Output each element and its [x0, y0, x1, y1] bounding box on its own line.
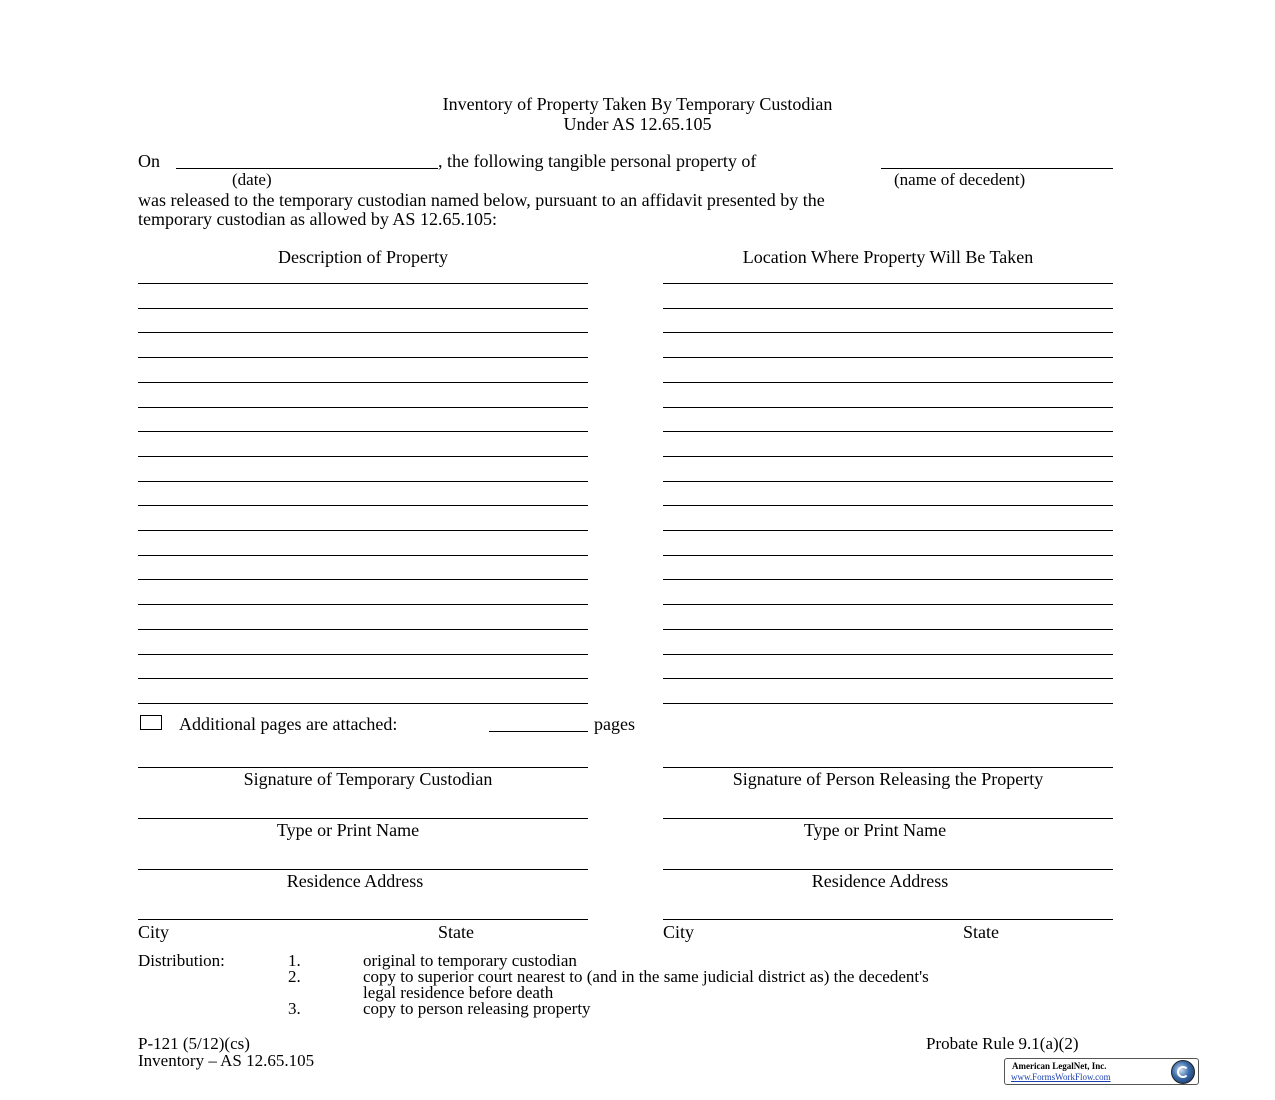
pages-suffix: pages: [594, 714, 635, 734]
location-line[interactable]: [663, 629, 1113, 630]
location-line[interactable]: [663, 308, 1113, 309]
description-header: Description of Property: [278, 247, 448, 267]
description-line[interactable]: [138, 654, 588, 655]
description-line[interactable]: [138, 530, 588, 531]
custodian-address-line[interactable]: [138, 869, 588, 870]
custodian-state-label: State: [438, 922, 474, 942]
location-line[interactable]: [663, 407, 1113, 408]
form-name: Inventory – AS 12.65.105: [138, 1051, 315, 1070]
american-legalnet-logo[interactable]: [1004, 1058, 1199, 1085]
custodian-city-state-line[interactable]: [138, 919, 588, 920]
distribution-item-3: copy to person releasing property: [363, 999, 591, 1018]
location-line[interactable]: [663, 678, 1113, 679]
location-line[interactable]: [663, 382, 1113, 383]
description-line[interactable]: [138, 283, 588, 284]
custodian-signature-line[interactable]: [138, 767, 588, 768]
location-line[interactable]: [663, 579, 1113, 580]
description-line[interactable]: [138, 456, 588, 457]
custodian-name-label: Type or Print Name: [276, 820, 420, 840]
location-line[interactable]: [663, 703, 1113, 704]
distribution-item-1: original to temporary custodian: [363, 951, 577, 970]
releaser-address-line[interactable]: [663, 869, 1113, 870]
location-line[interactable]: [663, 530, 1113, 531]
intro-line-2: was released to the temporary custodian named below, pursuant to an affidavit presented by the: [138, 190, 825, 210]
releaser-signature-line[interactable]: [663, 767, 1113, 768]
description-line[interactable]: [138, 357, 588, 358]
description-line[interactable]: [138, 308, 588, 309]
form-subtitle: Under AS 12.65.105: [563, 114, 712, 134]
intro-line-3: temporary custodian as allowed by AS 12.65.105:: [138, 209, 497, 229]
location-line[interactable]: [663, 555, 1113, 556]
location-line[interactable]: [663, 604, 1113, 605]
intro-on: On: [138, 151, 160, 171]
description-line[interactable]: [138, 505, 588, 506]
location-line[interactable]: [663, 654, 1113, 655]
decedent-name-field-line[interactable]: [881, 168, 1113, 169]
description-line[interactable]: [138, 481, 588, 482]
location-line[interactable]: [663, 431, 1113, 432]
decedent-name-label: (name of decedent): [894, 170, 1026, 189]
releaser-name-line[interactable]: [663, 818, 1113, 819]
custodian-name-line[interactable]: [138, 818, 588, 819]
additional-pages-checkbox[interactable]: [140, 715, 162, 730]
date-field-line[interactable]: [176, 168, 438, 169]
form-code: P-121 (5/12)(cs): [138, 1034, 250, 1053]
releaser-signature-label: Signature of Person Releasing the Property: [732, 769, 1044, 789]
distribution-num-1: 1.: [288, 951, 301, 970]
intro-middle-text: , the following tangible personal property of: [438, 151, 757, 171]
description-line[interactable]: [138, 629, 588, 630]
releaser-city-label: City: [663, 922, 695, 942]
custodian-signature-label: Signature of Temporary Custodian: [243, 769, 493, 789]
location-line[interactable]: [663, 283, 1113, 284]
location-line[interactable]: [663, 332, 1113, 333]
location-line[interactable]: [663, 357, 1113, 358]
distribution-item-2-cont: legal residence before death: [363, 983, 554, 1002]
pages-count-field-line[interactable]: [489, 731, 588, 732]
distribution-num-3: 3.: [288, 999, 301, 1018]
logo-url-link[interactable]: www.FormsWorkFlow.com: [1011, 1072, 1111, 1082]
location-header: Location Where Property Will Be Taken: [742, 247, 1034, 267]
description-line[interactable]: [138, 555, 588, 556]
globe-icon: [1171, 1060, 1195, 1084]
description-line[interactable]: [138, 431, 588, 432]
form-title: Inventory of Property Taken By Temporary Custodian: [442, 94, 833, 114]
location-line[interactable]: [663, 456, 1113, 457]
custodian-city-label: City: [138, 922, 170, 942]
description-line[interactable]: [138, 382, 588, 383]
distribution-num-2: 2.: [288, 967, 301, 986]
description-line[interactable]: [138, 332, 588, 333]
distribution-label: Distribution:: [138, 951, 225, 970]
additional-pages-label: Additional pages are attached:: [179, 714, 398, 734]
releaser-city-state-line[interactable]: [663, 919, 1113, 920]
location-line[interactable]: [663, 481, 1113, 482]
description-line[interactable]: [138, 703, 588, 704]
description-line[interactable]: [138, 407, 588, 408]
description-line[interactable]: [138, 604, 588, 605]
releaser-address-label: Residence Address: [811, 871, 949, 891]
probate-rule: Probate Rule 9.1(a)(2): [926, 1034, 1079, 1053]
date-label: (date): [232, 170, 272, 189]
distribution-item-2: copy to superior court nearest to (and in the same judicial district as) the decedent's: [363, 967, 929, 986]
location-line[interactable]: [663, 505, 1113, 506]
releaser-state-label: State: [963, 922, 999, 942]
description-line[interactable]: [138, 678, 588, 679]
logo-company-name: American LegalNet, Inc.: [1012, 1061, 1107, 1071]
description-line[interactable]: [138, 579, 588, 580]
custodian-address-label: Residence Address: [286, 871, 424, 891]
releaser-name-label: Type or Print Name: [803, 820, 947, 840]
